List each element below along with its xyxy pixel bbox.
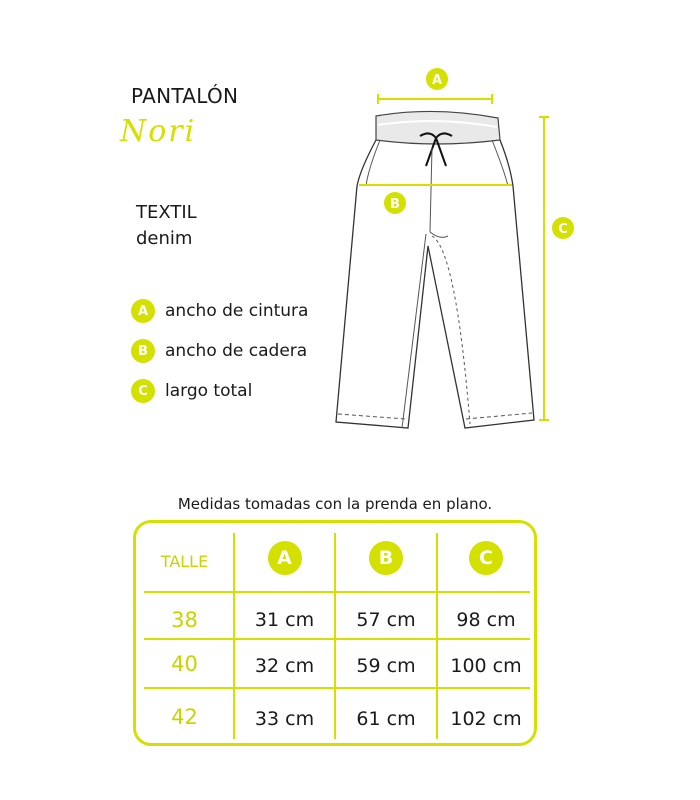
legend-label-b: ancho de cadera <box>165 341 308 361</box>
legend-badge-a: A <box>131 299 155 323</box>
pants-waistband <box>376 111 500 144</box>
table-header-size: TALLE <box>160 552 209 571</box>
legend-label-a: ancho de cintura <box>165 301 309 321</box>
pants-outline <box>336 140 534 428</box>
marker-b-label: B <box>390 197 400 212</box>
legend-badge-c: C <box>131 379 155 403</box>
table-cell: 98 cm <box>456 609 516 631</box>
legend-label-c: largo total <box>165 381 253 401</box>
table-cell: 32 cm <box>254 655 315 677</box>
table-header-b-badge: B <box>369 541 403 575</box>
fabric-value: denim <box>136 228 193 249</box>
table-header-c-badge: C <box>469 541 503 575</box>
product-model-name: Nori <box>120 114 197 149</box>
measurement-note: Medidas tomadas con la prenda en plano. <box>177 495 493 513</box>
table-row-size: 42 <box>171 705 198 729</box>
legend-badge-b: B <box>131 339 155 363</box>
product-title: PANTALÓN <box>131 84 239 108</box>
table-cell: 33 cm <box>254 708 315 730</box>
fabric-label: TEXTIL <box>136 202 197 223</box>
table-cell: 31 cm <box>254 609 315 631</box>
marker-c-label: C <box>558 222 568 237</box>
marker-a-label: A <box>431 73 443 88</box>
table-cell: 102 cm <box>450 708 522 730</box>
table-cell: 100 cm <box>450 655 522 677</box>
table-row-size: 40 <box>171 652 198 676</box>
table-row-size: 38 <box>171 608 198 632</box>
table-header-a <box>235 541 334 575</box>
table-cell: 61 cm <box>356 708 416 730</box>
table-header-c <box>438 541 534 575</box>
table-header-a-badge: A <box>268 541 302 575</box>
table-header-b <box>336 541 436 575</box>
table-cell: 57 cm <box>356 609 416 631</box>
size-table <box>133 520 537 746</box>
table-cell: 59 cm <box>356 655 416 677</box>
